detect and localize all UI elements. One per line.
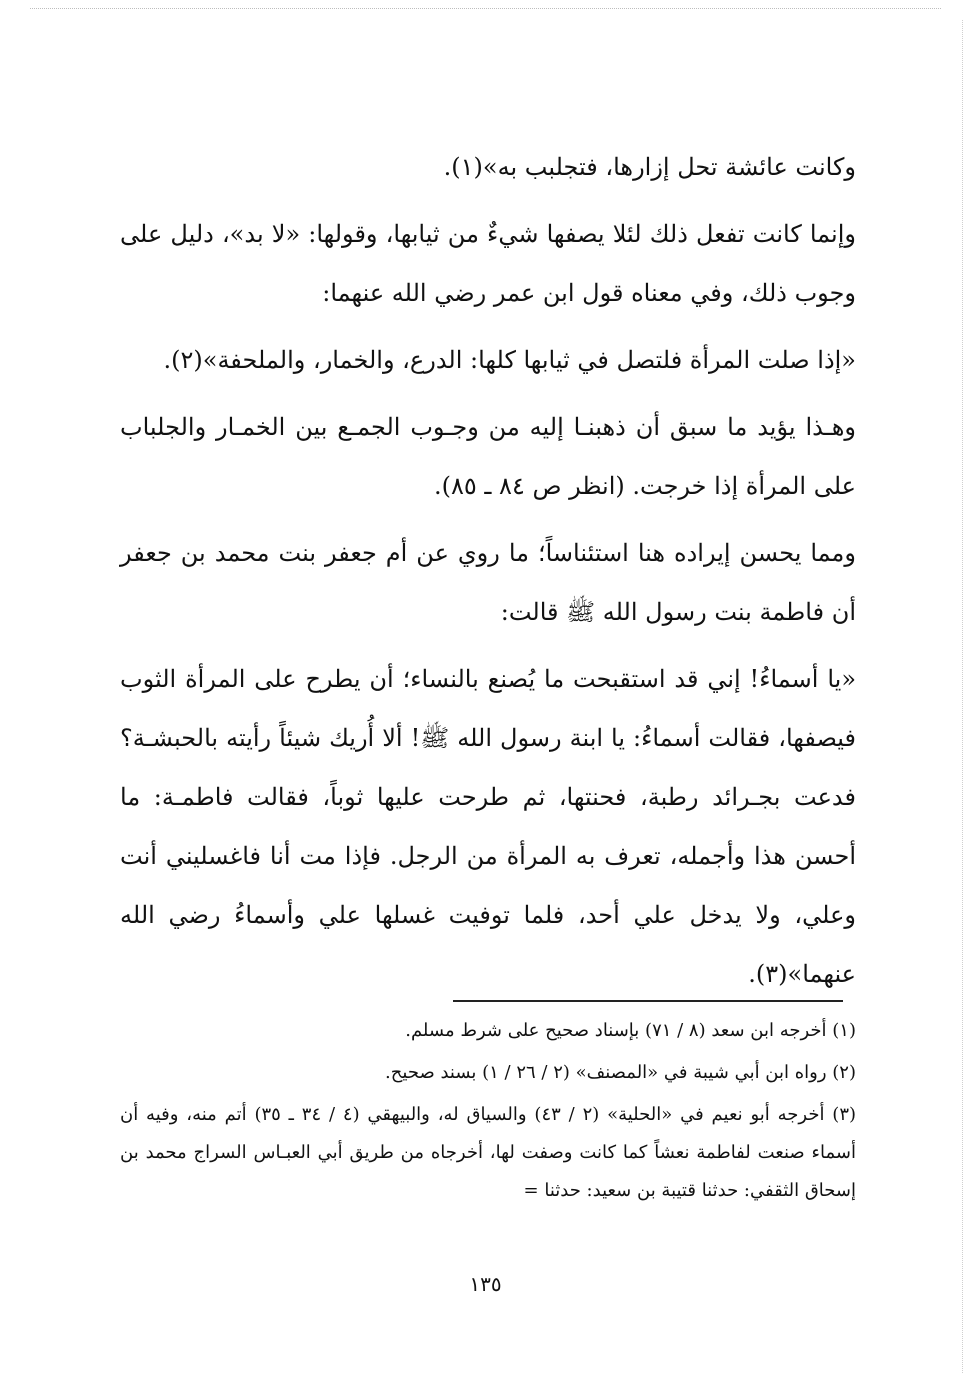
paragraph: «يا أسماءُ! إني قد استقبحت ما يُصنع بالنساء؛ أن يطرح على المرأة الثوب فيصفها، فقالت أسماءُ: يا ابنة رسول الله ﷺ! ألا أُريك شيئاً رأيته بالحبشـة؟ فدعت بجـرائد رطبة، فحنتها، ثم طرحت عليها ثوباً، فقالت فاطمـة: ما أحسن هذا وأجمله، تعرف به المرأة من الرجل. فإذا مت أنا فاغسليني أنت وعلي، ولا يدخل علي أحد، فلما توفيت غسلها علي وأسماءُ رضي الله عنهما»(٣). xyxy=(120,665,856,988)
footnote: (٣) أخرجه أبو نعيم في «الحلية» (٢ / ٤٣) والسياق له، والبيهقي (٤ / ٣٤ ـ ٣٥) أتم منه، وفيه أن أسماء صنعت لفاطمة نعشاً كما كانت وصفت لها، أخرجاه من طريق أبي العبـاس السراج محمد بن إسحاق الثقفي: حدثنا قتيبة بن سعيد: حدثنا = xyxy=(120,1104,857,1201)
paragraph: وهـذا يؤيد ما سبق أن ذهبنـا إليه من وجـوب الجمـع بين الخمـار والجلباب على المرأة إذا خرجت. (انظر ص ٨٤ ـ ٨٥). xyxy=(120,413,856,500)
footnote-separator xyxy=(453,1000,843,1002)
footnote: (٢) رواه ابن أبي شيبة في «المصنف» (٢ / ٢٦ / ١) بسند صحيح. xyxy=(385,1062,856,1083)
footnote: (١) أخرجه ابن سعد (٨ / ٧١) بإسناد صحيح على شرط مسلم. xyxy=(405,1020,856,1041)
page-number: ١٣٥ xyxy=(469,1272,502,1296)
paragraph: وإنما كانت تفعل ذلك لئلا يصفها شيءٌ من ثيابها، وقولها: «لا بد»، دليل على وجوب ذلك، وفي معناه قول ابن عمر رضي الله عنهما: xyxy=(120,220,856,307)
page-edge-right xyxy=(962,20,963,1373)
paragraph: وكانت عائشة تحل إزارها، فتجلبب به»(١). xyxy=(443,153,856,181)
body-text xyxy=(120,138,856,1012)
paragraph: ومما يحسن إيراده هنا استئناساً؛ ما روي عن أم جعفر بنت محمد بن جعفر أن فاطمة بنت رسول الله ﷺ قالت: xyxy=(120,539,856,626)
paragraph: «إذا صلت المرأة فلتصل في ثيابها كلها: الدرع، والخمار، والملحفة»(٢). xyxy=(163,346,856,374)
footnotes xyxy=(120,1012,856,1214)
page-edge-top xyxy=(30,8,941,9)
